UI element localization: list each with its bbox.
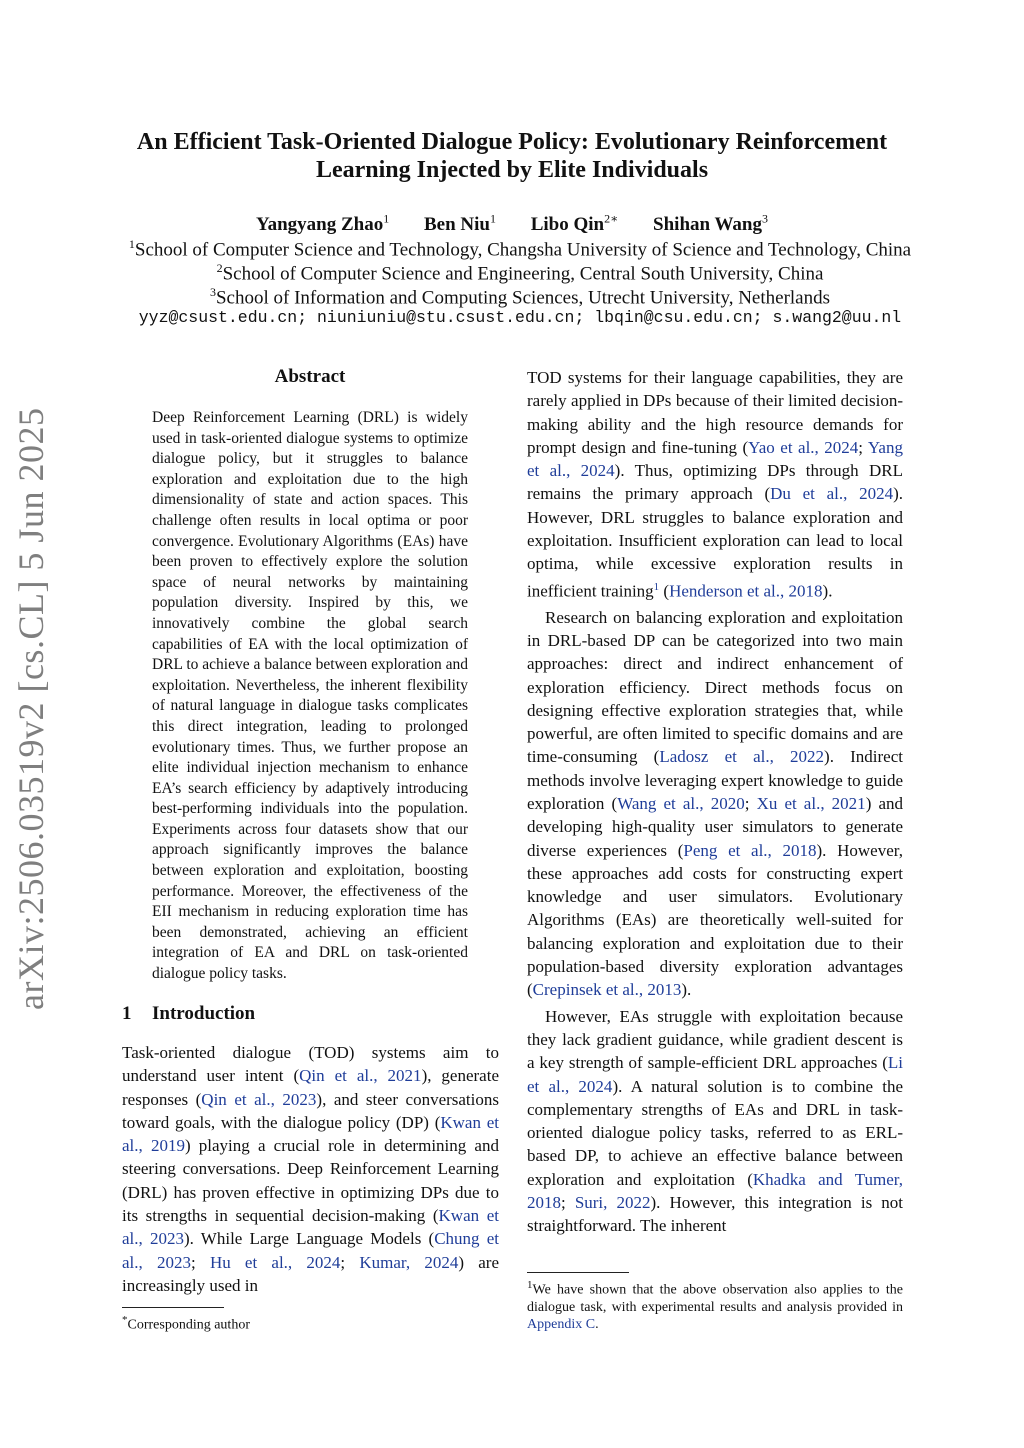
section-heading-introduction [122, 1003, 255, 1025]
footnote-corresponding: *Corresponding author [122, 1314, 250, 1333]
appendix-link[interactable]: Appendix C [527, 1316, 596, 1332]
intro-paragraph-3: Research on balancing exploration and exploitation in DRL-based DP can be categorized into two main approaches: direct and indirect enhancement of exploration efficiency. Direct methods focus on designing effective exploration strategies that, while powerful, are often limited to specific domains and are time-consuming (Ladosz et al., 2022). Indirect methods involve leveraging expert knowledge to guide exploration (Wang et al., 2020; Xu et al., 2021) and developing high-quality user simulators to generate diverse experiences (Peng et al., 2018). However, these approaches add costs for constructing expert knowledge and user simulators. Evolutionary Algorithms (EAs) are theoretically well-suited for balancing exploration and exploitation due to their population-based diversity exploration advantages (Crepinsek et al., 2013). [527, 607, 903, 1000]
intro-paragraph-1: Task-oriented dialogue (TOD) systems aim to understand user intent (Qin et al., 2021), generate responses (Qin et al., 2023), and steer conversations toward goals, with the dialogue policy (DP) (Kwan et al., 2019) playing a crucial role in determining and steering conversations. Deep Reinforcement Learning (DRL) has proven effective in optimizing DPs due to its strengths in sequential decision-making (Kwan et al., 2023). While Large Language Models (Chung et al., 2023; Hu et al., 2024; Kumar, 2024) are increasingly used in [122, 1043, 500, 1295]
title-line-2: Learning Injected by Elite Individuals [315, 157, 709, 183]
citation-link[interactable]: Li et al., 2024 [527, 1053, 903, 1096]
citation-link[interactable]: Chung et al., 2023 [122, 1229, 500, 1272]
affiliation-3: $^3$School of Information and Computing Sciences, Utrecht University, Netherlands [209, 285, 831, 309]
citation-link[interactable]: Kwan et al., 2019 [122, 1112, 499, 1156]
citation-link[interactable]: Suri, 2022 [574, 1193, 651, 1213]
citation-link[interactable]: Henderson et al., 2018 [669, 581, 823, 601]
arxiv-stamp: arXiv:2506.03519v2 [cs.CL] 5 Jun 2025 [11, 407, 51, 1010]
affiliation-2: $^2$School of Computer Science and Engineering, Central South University, China [216, 261, 824, 285]
footnote-rule-right [527, 1272, 629, 1273]
intro-paragraph-4: However, EAs struggle with exploitation because they lack gradient guidance, while gradient descent is a key strength of sample-efficient DRL approaches (Li et al., 2024). A natural solution is to combine the complementary strengths of EAs and DRL in task-oriented dialogue policy tasks, referred to as ERL-based DP, to achieve an effective balance between exploration and exploitation (Khadka and Tumer, 2018; Suri, 2022). However, this integration is not straightforward. The inherent [527, 1006, 903, 1236]
paper-title [0, 128, 1024, 184]
title-line-1: An Efficient Task-Oriented Dialogue Policy: Evolutionary Reinforcement [136, 129, 888, 155]
author-emails: yyz@csust.edu.cn; niuniuniu@stu.csust.edu.cn; lbqin@csu.edu.cn; s.wang2@uu.nl [138, 308, 902, 327]
citation-link[interactable]: Khadka and Tumer, 2018 [527, 1169, 903, 1213]
author-1: Yangyang Zhao$^1$ [255, 212, 390, 236]
footnote-marker[interactable]: 1 [653, 580, 660, 593]
abstract-text: Deep Reinforcement Learning (DRL) is widely used in task-oriented dialogue systems to optimize dialogue policy, but it struggles to balance exploration and exploitation due to the high dimensionality of state and action spaces. This challenge often results in local optima or poor convergence. Evolutionary Algorithms (EAs) have been proven to effectively explore the solution space of neural networks by maintaining population diversity. Inspired by this, we innovatively combine the global search capabilities of EA with the local optimization of DRL to achieve a balance between exploration and exploitation. Nevertheless, the inherent flexibility of natural language in dialogue tasks complicates this direct integration, leading to prolonged evolutionary times. Thus, we further propose an elite individual injection mechanism to enhance EA’s search efficiency by adaptively introducing best-performing individuals into the population. Experiments across four datasets show that our approach significantly improves the balance between exploration and exploitation, boosting performance. Moreover, the effectiveness of the EII mechanism in reducing exploration time has been demonstrated, achieving an efficient integration of EA and DRL on task-oriented dialogue policy tasks. [152, 409, 468, 983]
citation-link[interactable]: Crepinsek et al., 2013 [532, 980, 682, 1000]
section-number: 1 [122, 1003, 132, 1024]
intro-right-column [527, 366, 903, 1238]
citation-link[interactable]: Yao et al., 2024 [748, 437, 859, 457]
author-4: Shihan Wang$^3$ [653, 212, 769, 236]
citation-link[interactable]: Kumar, 2024 [359, 1252, 459, 1272]
abstract-heading: Abstract [274, 366, 346, 387]
citation-link[interactable]: Xu et al., 2021 [756, 794, 866, 813]
affiliation-1: $^1$School of Computer Science and Technology, Changsha University of Science and Technology, China [128, 237, 912, 261]
intro-paragraph-2: TOD systems for their language capabilities, they are rarely applied in DPs because of their limited decision-making ability and the high resource demands for prompt design and fine-tuning (Yao et al., 2024; Yang et al., 2024). Thus, optimizing DPs through DRL remains the primary approach (Du et al., 2024). However, DRL struggles to balance exploration and exploitation. Insufficient exploration can lead to local optima, while excessive exploration results in inefficient training$^1$ (Henderson et al., 2018). [527, 368, 903, 601]
citation-link[interactable]: Hu et al., 2024 [209, 1252, 341, 1272]
citation-link[interactable]: Ladosz et al., 2022 [659, 747, 825, 767]
author-3: Libo Qin$^{2∗}$ [530, 212, 619, 236]
citation-link[interactable]: Kwan et al., 2023 [122, 1206, 499, 1249]
citation-link[interactable]: Du et al., 2024 [770, 484, 894, 504]
citation-link[interactable]: Wang et al., 2020 [617, 794, 745, 813]
citation-link[interactable]: Qin et al., 2021 [299, 1066, 422, 1086]
footnote-rule-left [122, 1307, 224, 1308]
section-title: Introduction [152, 1003, 256, 1024]
footnote-1: $^1$We have shown that the above observation also applies to the dialogue task, with experimental results and analysis provided in Appendix C. [527, 1279, 903, 1332]
citation-link[interactable]: Qin et al., 2023 [201, 1089, 317, 1109]
intro-left-column [122, 1041, 499, 1297]
citation-link[interactable]: Yang et al., 2024 [527, 437, 903, 481]
citation-link[interactable]: Peng et al., 2018 [683, 840, 817, 860]
author-2: Ben Niu$^1$ [423, 212, 496, 236]
